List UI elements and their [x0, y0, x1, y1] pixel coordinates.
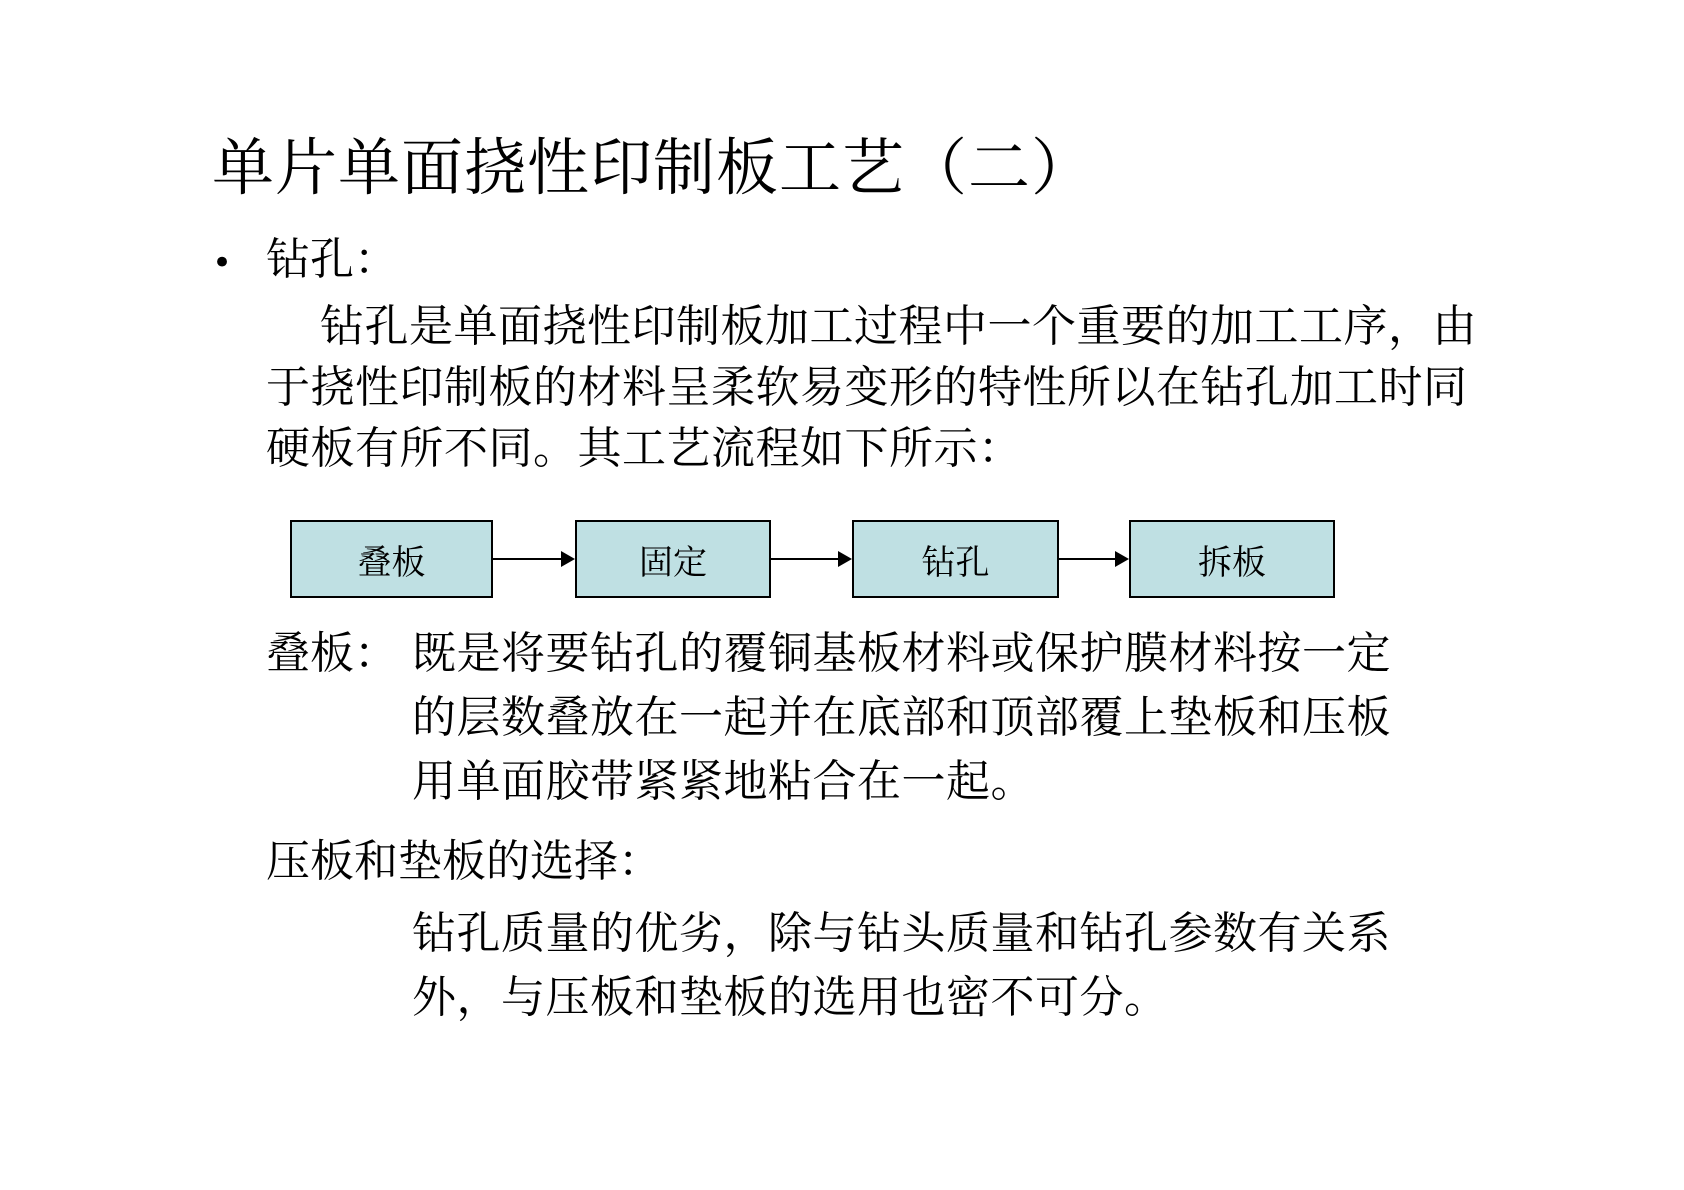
- board-selection-heading: 压板和垫板的选择：: [266, 836, 662, 887]
- flow-arrow-icon: [493, 558, 573, 560]
- flow-step-stack: 叠板: [290, 520, 493, 598]
- bullet-icon: •: [212, 243, 233, 283]
- slide-title: 单片单面挠性印制板工艺（二）: [212, 131, 1095, 204]
- flow-step-drill: 钻孔: [852, 520, 1059, 598]
- stacking-description: 既是将要钻孔的覆铜基板材料或保护膜材料按一定的层数叠放在一起并在底部和顶部覆上垫板和压板用单面胶带紧紧地粘合在一起。: [412, 628, 1391, 807]
- flow-step-fix: 固定: [575, 520, 771, 598]
- flow-arrow-icon: [771, 558, 850, 560]
- bullet-label: 钻孔：: [266, 234, 398, 285]
- board-selection-description: 钻孔质量的优劣，除与钻头质量和钻孔参数有关系外，与压板和垫板的选用也密不可分。: [412, 908, 1391, 1023]
- stacking-label: 叠板：: [266, 628, 398, 679]
- intro-paragraph: 钻孔是单面挠性印制板加工过程中一个重要的加工工序，由于挠性印制板的材料呈柔软易变形的特性所以在钻孔加工时同硬板有所不同。其工艺流程如下所示：: [266, 301, 1477, 474]
- flow-arrow-icon: [1059, 558, 1127, 560]
- flow-step-unstack: 拆板: [1129, 520, 1335, 598]
